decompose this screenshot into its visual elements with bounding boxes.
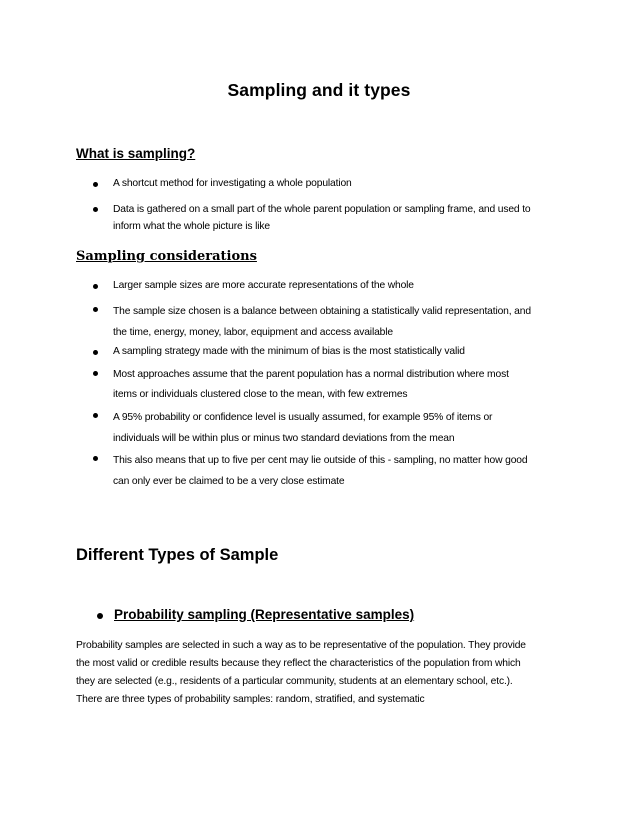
- list-item-text: [113, 450, 568, 492]
- text-line: A shortcut method for investigating a whole population: [113, 178, 352, 189]
- bullet-icon: [93, 456, 98, 461]
- text-line: they are selected (e.g., residents of a particular community, students at an elementary school, etc.).: [76, 676, 513, 687]
- list-item-text: [113, 176, 568, 192]
- list-item-text: [113, 365, 568, 405]
- probability-paragraph: [76, 637, 566, 709]
- list-item-text: [113, 407, 568, 449]
- bullet-icon: [93, 182, 98, 187]
- text-line: the most valid or credible results because they reflect the characteristics of the population from which: [76, 658, 521, 669]
- text-line: Probability samples are selected in such a way as to be representative of the population. They provide: [76, 640, 526, 651]
- bullet-icon: [93, 371, 98, 376]
- subheading-probability-sampling: Probability sampling (Representative samples): [114, 607, 415, 622]
- text-line: A 95% probability or confidence level is usually assumed, for example 95% of items or: [113, 412, 493, 423]
- list-item-text: [113, 344, 568, 360]
- text-line: Larger sample sizes are more accurate representations of the whole: [113, 280, 414, 291]
- list-item-text: [113, 301, 568, 343]
- text-line: individuals will be within plus or minus two standard deviations from the mean: [113, 433, 455, 444]
- text-line: Most approaches assume that the parent population has a normal distribution where most: [113, 369, 509, 380]
- bullet-icon: [93, 284, 98, 289]
- list-item-text: [113, 278, 568, 294]
- heading-what-is-sampling: What is sampling?: [76, 146, 196, 161]
- list-item-text: [113, 201, 568, 235]
- text-line: A sampling strategy made with the minimum of bias is the most statistically valid: [113, 346, 465, 357]
- text-line: inform what the whole picture is like: [113, 221, 270, 232]
- bullet-icon: [97, 613, 103, 619]
- bullet-icon: [93, 413, 98, 418]
- text-line: This also means that up to five per cent may lie outside of this - sampling, no matter how good: [113, 455, 528, 466]
- document-title: Sampling and it types: [227, 80, 411, 100]
- text-line: can only ever be claimed to be a very close estimate: [113, 476, 345, 487]
- text-line: the time, energy, money, labor, equipment and access available: [113, 327, 393, 338]
- bullet-icon: [93, 307, 98, 312]
- text-line: There are three types of probability samples: random, stratified, and systematic: [76, 694, 425, 705]
- heading-different-types: Different Types of Sample: [76, 546, 279, 564]
- text-line: The sample size chosen is a balance between obtaining a statistically valid representation, and: [113, 306, 531, 317]
- heading-sampling-considerations: Sampling considerations: [76, 249, 257, 264]
- bullet-icon: [93, 350, 98, 355]
- bullet-icon: [93, 207, 98, 212]
- text-line: items or individuals clustered close to the mean, with few extremes: [113, 389, 408, 400]
- text-line: Data is gathered on a small part of the whole parent population or sampling frame, and used to: [113, 204, 531, 215]
